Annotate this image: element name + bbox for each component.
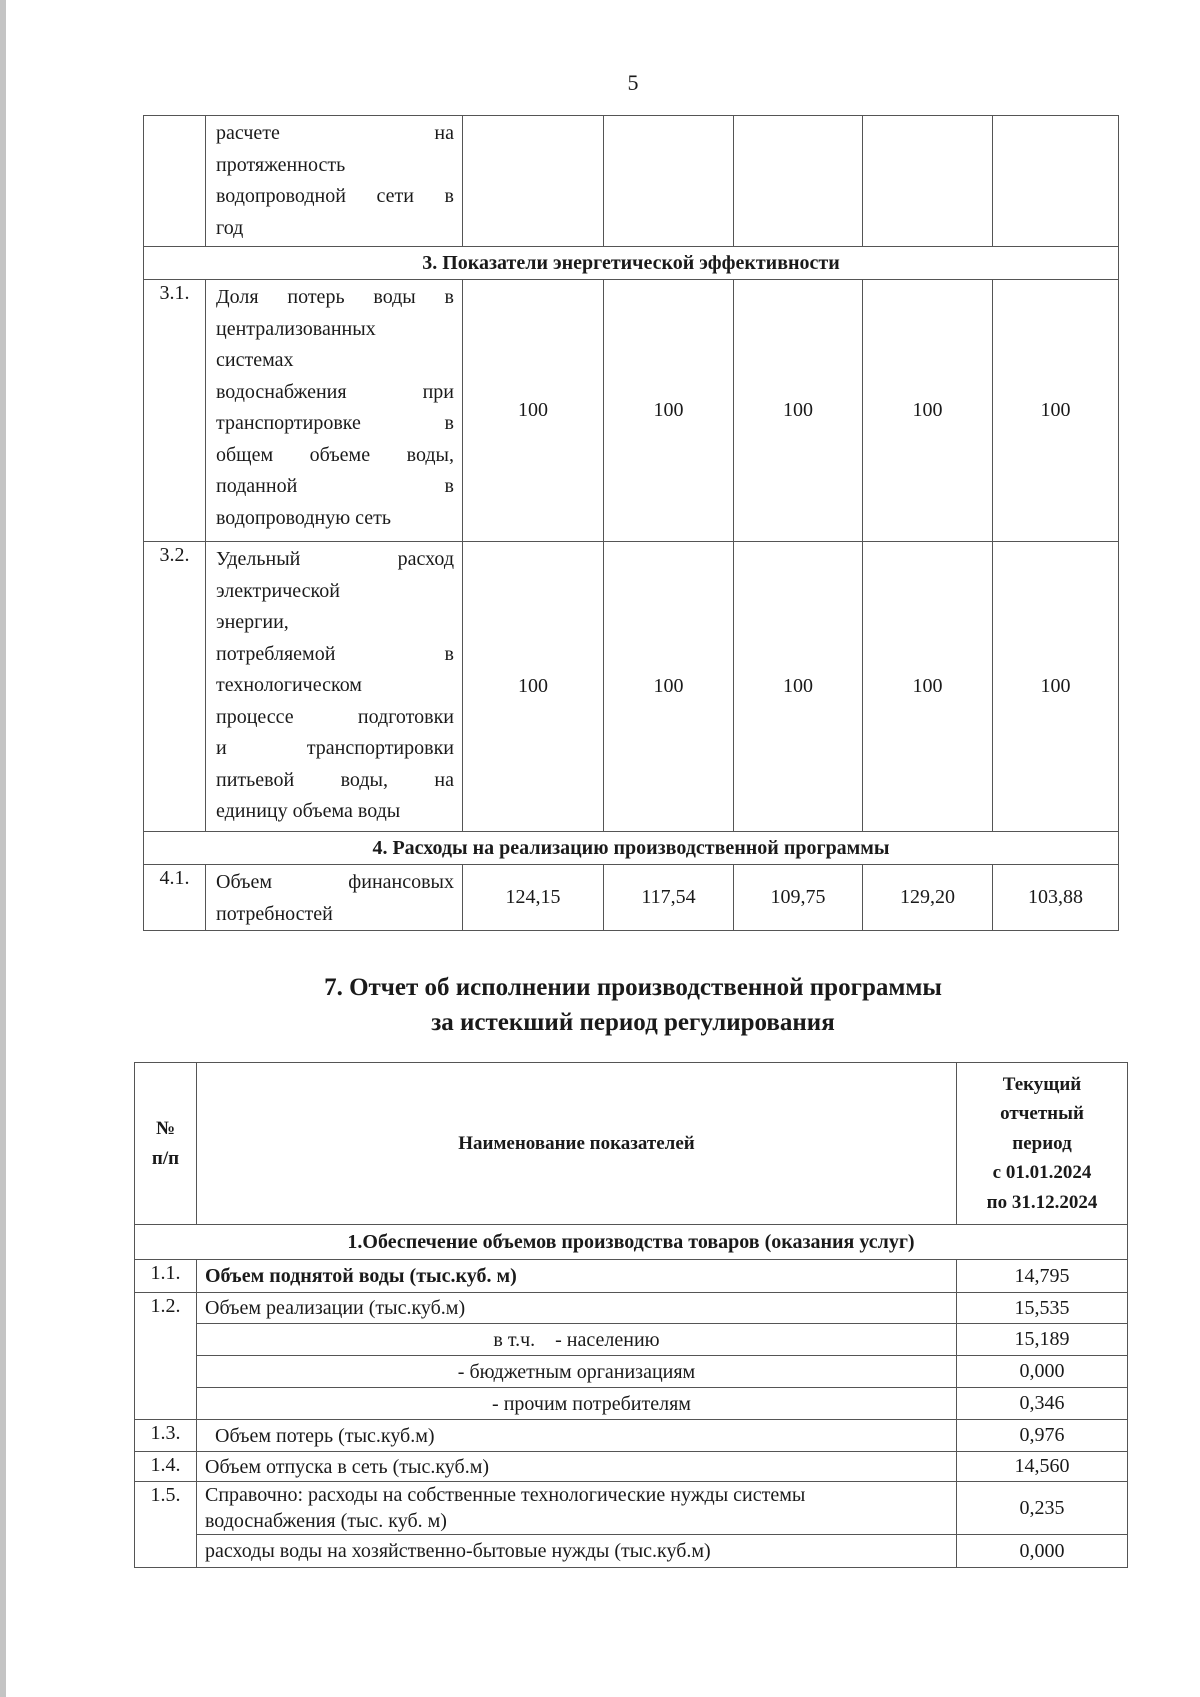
value-cell	[993, 116, 1119, 247]
row-number: 3.1.	[144, 280, 206, 542]
row-value: 14,795	[957, 1260, 1128, 1293]
value-cell: 103,88	[993, 865, 1119, 931]
table-row	[135, 1482, 1128, 1535]
value-cell	[734, 116, 863, 247]
value-cell: 100	[604, 280, 734, 542]
row-description: Объем финансовых потребностей	[206, 865, 463, 931]
value-cell: 100	[863, 280, 993, 542]
table-row	[135, 1324, 1128, 1356]
value-cell: 100	[463, 280, 604, 542]
report-table	[134, 1062, 1128, 1568]
row-number: 1.4.	[135, 1452, 197, 1482]
page-number: 5	[627, 70, 639, 95]
row-value: 0,346	[957, 1388, 1128, 1420]
value-cell: 100	[734, 542, 863, 832]
value-cell: 100	[993, 280, 1119, 542]
value-cell: 100	[734, 280, 863, 542]
value-cell: 129,20	[863, 865, 993, 931]
value-cell: 100	[993, 542, 1119, 832]
row-name: Объем реализации (тыс.куб.м)	[197, 1293, 957, 1324]
row-value: 14,560	[957, 1452, 1128, 1482]
report-heading-line2: за истекший период регулирования	[431, 1009, 835, 1036]
row-description: Доля потерь воды в централизованных системах водоснабжения при транспортировке в общем объеме воды, поданной в водопроводную сеть	[206, 280, 463, 542]
table-row	[144, 280, 1119, 542]
header-name: Наименование показателей	[197, 1063, 957, 1225]
row-name: Объем поднятой воды (тыс.куб. м)	[197, 1260, 957, 1293]
header-period: Текущий отчетный период с 01.01.2024 по 31.12.2024	[957, 1063, 1128, 1225]
table-row	[135, 1356, 1128, 1388]
section-title: 4. Расходы на реализацию производственной программы	[144, 832, 1119, 865]
value-cell: 124,15	[463, 865, 604, 931]
row-value: 0,976	[957, 1420, 1128, 1452]
value-cell: 100	[463, 542, 604, 832]
row-description: расчете на протяженность водопроводной сети в год	[206, 116, 463, 247]
row-number: 3.2.	[144, 542, 206, 832]
table-row	[135, 1388, 1128, 1420]
table-row	[144, 116, 1119, 247]
section-title: 1.Обеспечение объемов производства товаров (оказания услуг)	[135, 1225, 1128, 1260]
scan-edge-strip	[0, 0, 6, 1697]
table-row	[135, 1260, 1128, 1293]
row-name: Справочно: расходы на собственные технологические нужды системы водоснабжения (тыс. куб. м)	[197, 1482, 957, 1535]
header-row	[135, 1063, 1128, 1225]
section-row	[144, 247, 1119, 280]
row-name: - бюджетным организациям	[197, 1356, 957, 1388]
value-cell: 109,75	[734, 865, 863, 931]
indicators-table	[143, 115, 1119, 931]
row-name: - прочим потребителям	[197, 1388, 957, 1420]
section-row	[135, 1225, 1128, 1260]
row-number: 1.3.	[135, 1420, 197, 1452]
row-number: 1.1.	[135, 1260, 197, 1293]
row-value: 0,000	[957, 1535, 1128, 1568]
value-cell: 100	[604, 542, 734, 832]
value-cell	[463, 116, 604, 247]
table-row	[144, 542, 1119, 832]
row-value: 15,189	[957, 1324, 1128, 1356]
table-row	[135, 1293, 1128, 1324]
section-title: 3. Показатели энергетической эффективности	[144, 247, 1119, 280]
table-row	[135, 1535, 1128, 1568]
table-row	[135, 1420, 1128, 1452]
row-name: Объем отпуска в сеть (тыс.куб.м)	[197, 1452, 957, 1482]
row-name: в т.ч. - населению	[197, 1324, 957, 1356]
row-number	[144, 116, 206, 247]
row-name: Объем потерь (тыс.куб.м)	[197, 1420, 957, 1452]
value-cell: 100	[863, 542, 993, 832]
row-number: 1.5.	[135, 1482, 197, 1568]
row-number: 1.2.	[135, 1293, 197, 1420]
value-cell	[604, 116, 734, 247]
table-row	[135, 1452, 1128, 1482]
row-value: 0,000	[957, 1356, 1128, 1388]
row-value: 0,235	[957, 1482, 1128, 1535]
row-description: Удельный расход электрической энергии, потребляемой в технологическом процессе подготовки и транспортировки питьевой воды, на единицу объема воды	[206, 542, 463, 832]
header-number: № п/п	[135, 1063, 197, 1225]
value-cell: 117,54	[604, 865, 734, 931]
row-value: 15,535	[957, 1293, 1128, 1324]
table-row	[144, 865, 1119, 931]
row-number: 4.1.	[144, 865, 206, 931]
value-cell	[863, 116, 993, 247]
section-row	[144, 832, 1119, 865]
row-name: расходы воды на хозяйственно-бытовые нужды (тыс.куб.м)	[197, 1535, 957, 1568]
report-heading-line1: 7. Отчет об исполнении производственной программы	[324, 974, 942, 1001]
